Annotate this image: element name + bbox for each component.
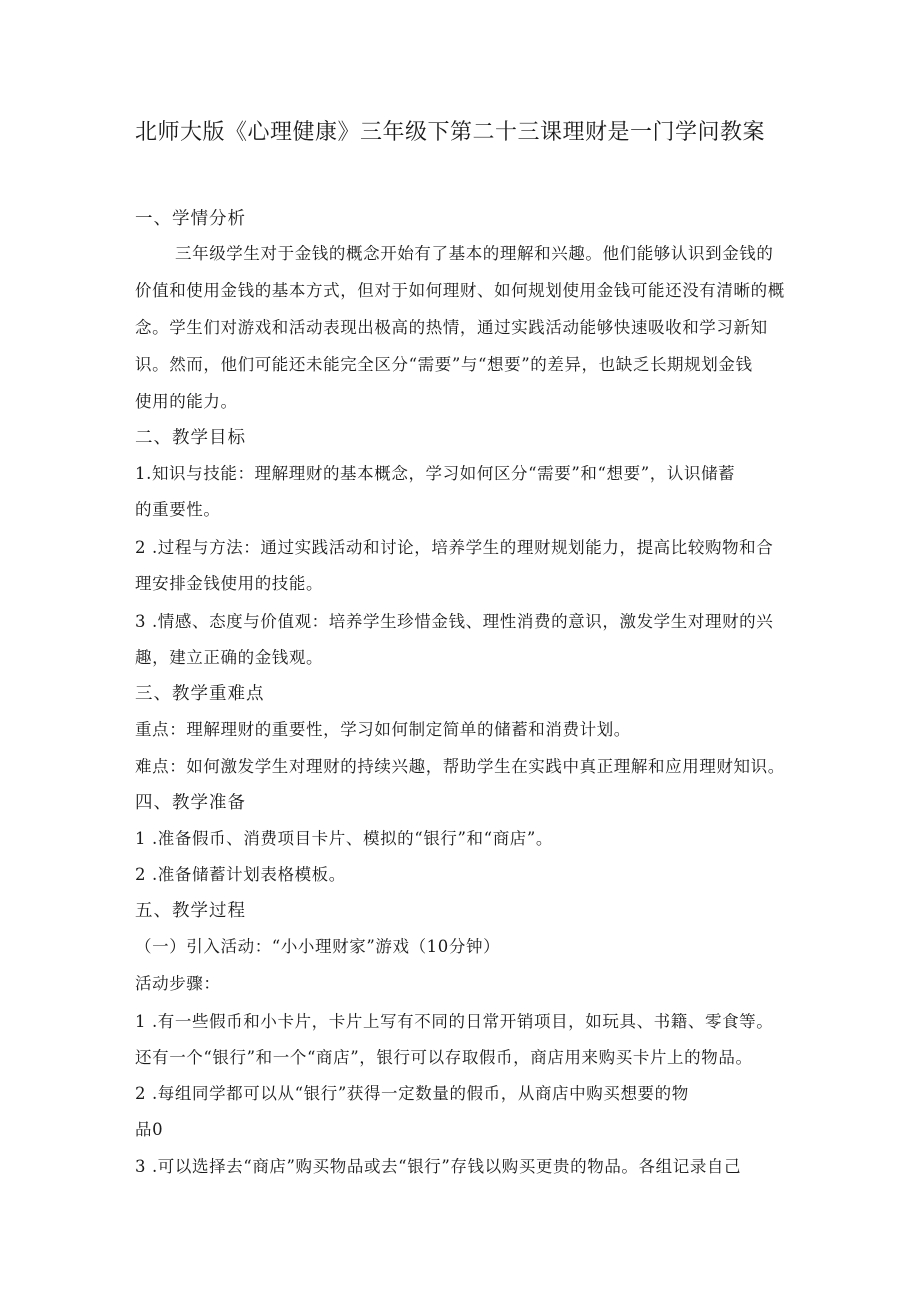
document-title: 北师大版《心理健康》三年级下第二十三课理财是一门学问教案 [135,120,766,145]
paragraph-line: 价值和使用金钱的基本方式，但对于如何理财、如何规划使用金钱可能还没有清晰的概 [135,281,785,300]
paragraph-line: 3 .情感、态度与价值观：培养学生珍惜金钱、理性消费的意识，激发学生对理财的兴 [135,612,774,631]
paragraph-line: 识。然而，他们可能还未能完全区分“需要”与“想要”的差异，也缺乏长期规划金钱 [135,355,753,374]
section-heading-learning-analysis: 一、学情分析 [135,209,246,229]
section-heading-teaching-process: 五、教学过程 [135,901,246,921]
section-heading-key-points: 三、教学重难点 [135,684,265,704]
paragraph-line: 重点：理解理财的重要性，学习如何制定简单的储蓄和消费计划。 [135,720,631,739]
paragraph-line: 的重要性。 [135,500,221,519]
paragraph-line: 2 .每组同学都可以从“银行”获得一定数量的假币，从商店中购买想要的物 [135,1084,689,1103]
paragraph-line: 2 .过程与方法：通过实践活动和讨论，培养学生的理财规划能力，提高比较购物和合 [135,538,774,557]
paragraph-line: 1.知识与技能：理解理财的基本概念，学习如何区分“需要”和“想要”，认识储蓄 [135,464,736,483]
paragraph-line: 3 .可以选择去“商店”购买物品或去“银行”存钱以购买更贵的物品。各组记录自己 [135,1157,742,1176]
paragraph-line: 念。学生们对游戏和活动表现出极高的热情，通过实践活动能够快速吸收和学习新知 [135,318,768,337]
paragraph-line: 趣，建立正确的金钱观。 [135,648,324,667]
paragraph-line: 还有一个“银行”和一个“商店”，银行可以存取假币，商店用来购买卡片上的物品。 [135,1048,753,1067]
section-heading-teaching-goals: 二、教学目标 [135,428,246,448]
paragraph-line: 1 .准备假币、消费项目卡片、模拟的“银行”和“商店”。 [135,829,554,848]
paragraph-line: 1 .有一些假币和小卡片，卡片上写有不同的日常开销项目，如玩具、书籍、零食等。 [135,1012,774,1031]
paragraph-line: 三年级学生对于金钱的概念开始有了基本的理解和兴趣。他们能够认识到金钱的 [175,244,774,263]
paragraph-line: 2 .准备储蓄计划表格模板。 [135,865,346,884]
paragraph-line: 难点：如何激发学生对理财的持续兴趣，帮助学生在实践中真正理解和应用理财知识。 [135,757,785,776]
paragraph-line: 品0 [135,1120,164,1139]
paragraph-line: 使用的能力。 [135,392,238,411]
paragraph-line: 理安排金钱使用的技能。 [135,574,324,593]
paragraph-line: （一）引入活动：“小小理财家”游戏（10分钟） [135,937,501,956]
paragraph-line: 活动步骤： [135,974,221,993]
section-heading-preparation: 四、教学准备 [135,793,246,813]
